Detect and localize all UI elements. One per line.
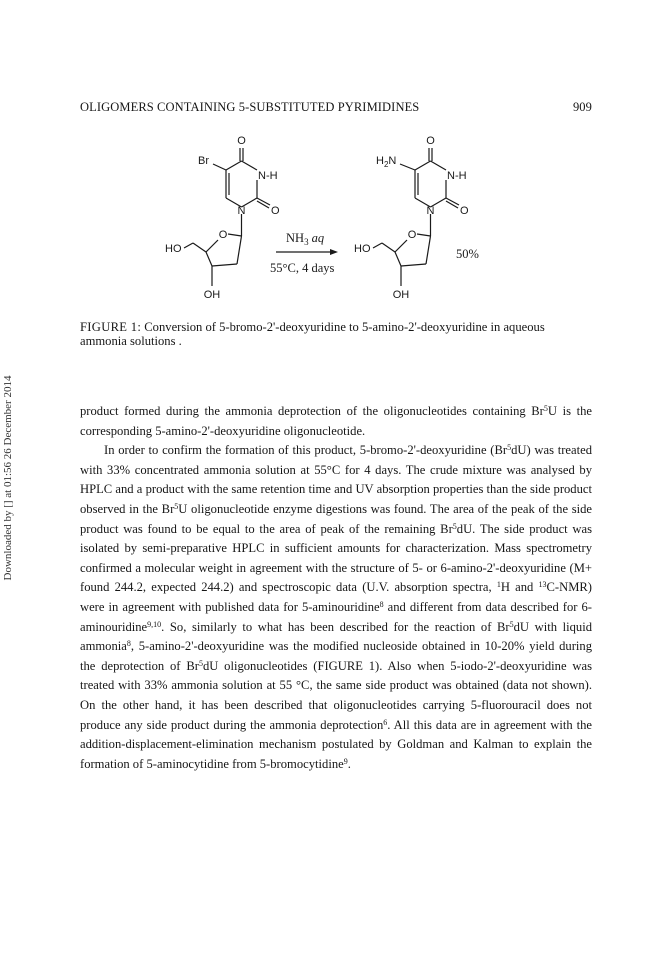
- figure-caption-text: Conversion of 5-bromo-2'-deoxyuridine to 5-amino-2'-deoxyuridine in aqueous ammonia solutions .: [80, 320, 545, 348]
- right-amino-label: $H_2N$: [376, 155, 397, 169]
- right-n1-label: N: [426, 205, 435, 217]
- page-number: 909: [572, 100, 592, 114]
- running-header: [80, 100, 592, 116]
- left-n1-label: N: [237, 205, 246, 217]
- left-bromo-label: Br: [198, 155, 209, 167]
- running-title: OLIGOMERS CONTAINING 5-SUBSTITUTED PYRIMIDINES: [80, 100, 420, 114]
- reagent-label: $NH_3$ aq: [286, 231, 325, 247]
- yield-label: 50%: [456, 247, 479, 261]
- left-oh-label: OH: [203, 289, 221, 301]
- right-nh-label: N-H: [447, 170, 467, 182]
- conditions-label: 55°C, 4 days: [270, 261, 335, 275]
- download-watermark: Downloaded by [] at 01:56 26 December 2014: [2, 375, 14, 581]
- right-oh-label: OH: [392, 289, 410, 301]
- reaction-scheme-drawing: [80, 128, 592, 313]
- right-c2-oxygen: O: [460, 205, 469, 217]
- body-text: [80, 402, 592, 774]
- left-ho-label: HO: [165, 243, 182, 255]
- right-ho-label: HO: [354, 243, 371, 255]
- right-ring-oxygen: O: [407, 229, 417, 241]
- reaction-scheme: [80, 128, 592, 313]
- left-carbonyl-oxygen: O: [237, 135, 246, 147]
- reaction-arrowhead: [330, 249, 338, 255]
- left-nh-label: N-H: [258, 170, 278, 182]
- left-ring-oxygen: O: [218, 229, 228, 241]
- left-c2-oxygen: O: [271, 205, 280, 217]
- figure-caption: [80, 320, 592, 348]
- paragraph-2: In order to confirm the formation of this product, 5-bromo-2'-deoxyuridine (Br$^5$dU) was treated with 33% concentrated ammonia solution at 55°C for 4 days. The crude mixture was analysed by HPLC and a product with the same retention time and UV absorption properties than the side product observed in the Br$^5$U oligonucleotide enzyme digestions was found. The area of the peak of the side product was found to be equal to the area of peak of the remaining Br$^5$dU. The side product was isolated by semi-preparative HPLC in sufficient amounts for characterization. Mass spectrometry confirmed a molecular weight in agreement with the structure of 5- or 6-amino-2'-deoxyuridine (M+ found 244.2, expected 244.2) and spectroscopic data (U.V. absorption spectra, $^1$H and $^{13}$C-NMR) were in agreement with published data for 5-aminouridine$^8$ and different from data described for 6-aminouridine$^{9,10}$. So, similarly to what has been described for the reaction of Br$^5$dU with liquid ammonia$^8$, 5-amino-2'-deoxyuridine was the modified nucleoside obtained in 10-20% yield during the deprotection of Br$^5$dU oligonucleotides (FIGURE 1). Also when 5-iodo-2'-deoxyuridine was treated with 33% ammonia solution at 55 °C, the same side product was obtained (data not shown). On the other hand, it has been described that oligonucleotides carrying 5-fluorouracil does not produce any side product during the ammonia deprotection$^6$. All this data are in agreement with the addition-displacement-elimination mechanism postulated by Goldman and Kalman to explain the formation of 5-aminocytidine from 5-bromocytidine$^9$.: [80, 443, 593, 771]
- figure-label: FIGURE 1:: [80, 320, 142, 334]
- paragraph-1: product formed during the ammonia deprotection of the oligonucleotides containing Br$^5$U is the corresponding 5-amino-2'-deoxyuridine oligonucleotide.: [80, 404, 592, 438]
- right-carbonyl-oxygen: O: [426, 135, 435, 147]
